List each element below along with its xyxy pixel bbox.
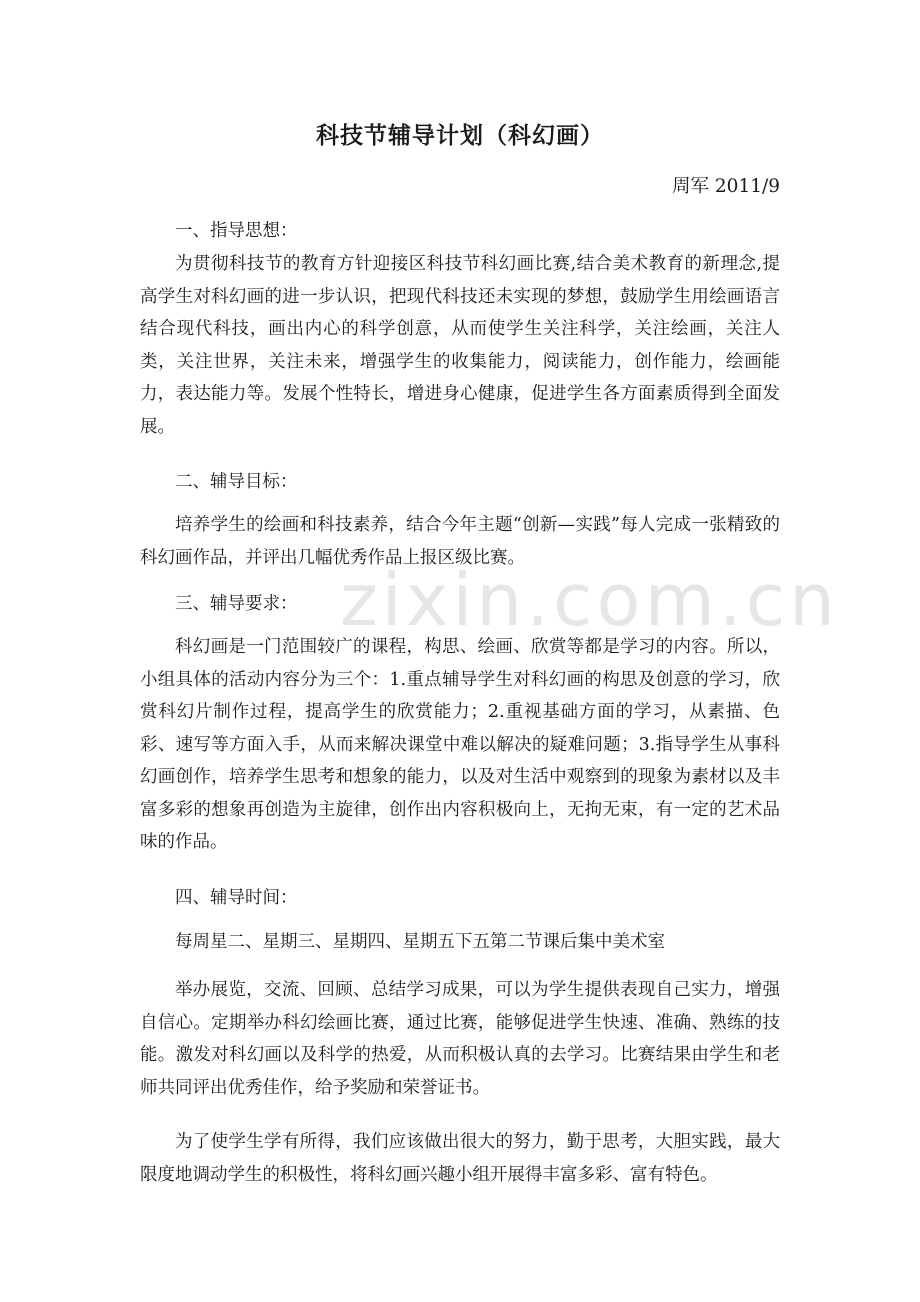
paragraph-goals: 培养学生的绘画和科技素养，结合今年主题“创新—实践”每人完成一张精致的科幻画作品，并评出几幅优秀作品上报区级比赛。 <box>140 515 780 568</box>
paragraph-schedule-activities: 举办展览，交流、回顾、总结学习成果，可以为学生提供表现自己实力，增强自信心。定期举办科幻绘画比赛，通过比赛，能够促进学生快速、准确、熟练的技能。激发对科幻画以及科学的热爱，从而积极认真的去学习。比赛结果由学生和老师共同评出优秀佳作，给予奖励和荣誉证书。 <box>140 980 780 1098</box>
section-heading-guiding-thought: 一、指导思想： <box>175 221 298 241</box>
paragraph-schedule-time: 每周星二、星期三、星期四、星期五下五第二节课后集中美术室 <box>175 932 665 952</box>
watermark: zixin.com.cn <box>340 558 839 642</box>
paragraph-closing: 为了使学生学有所得，我们应该做出很大的努力，勤于思考，大胆实践，最大限度地调动学生的积极性，将科幻画兴趣小组开展得丰富多彩、富有特色。 <box>140 1132 780 1185</box>
paragraph-requirements: 科幻画是一门范围较广的课程，构思、绘画、欣赏等都是学习的内容。所以，小组具体的活动内容分为三个：1.重点辅导学生对科幻画的构思及创意的学习，欣赏科幻片制作过程，提高学生的欣赏能力；2.重视基础方面的学习，从素描、色彩、速写等方面入手，从而来解决课堂中难以解决的疑难问题；3.指导学生从事科幻画创作，培养学生思考和想象的能力，以及对生活中观察到的现象为素材以及丰富多彩的想象再创造为主旋律，创作出内容积极向上，无拘无束，有一定的艺术品味的作品。 <box>140 637 780 852</box>
section-heading-schedule: 四、辅导时间： <box>175 888 298 908</box>
author-date: 周军 2011/9 <box>672 176 780 197</box>
section-heading-goals: 二、辅导目标： <box>175 472 298 492</box>
document-title: 科技节辅导计划（科幻画） <box>316 123 604 149</box>
paragraph-guiding-thought: 为贯彻科技节的教育方针迎接区科技节科幻画比赛,结合美术教育的新理念,提高学生对科幻画的进一步认识，把现代科技还未实现的梦想，鼓励学生用绘画语言结合现代科技，画出内心的科学创意，从而使学生关注科学，关注绘画，关注人类，关注世界，关注未来，增强学生的收集能力，阅读能力，创作能力，绘画能力，表达能力等。发展个性特长，增进身心健康，促进学生各方面素质得到全面发展。 <box>140 254 780 437</box>
section-heading-requirements: 三、辅导要求： <box>175 594 298 614</box>
